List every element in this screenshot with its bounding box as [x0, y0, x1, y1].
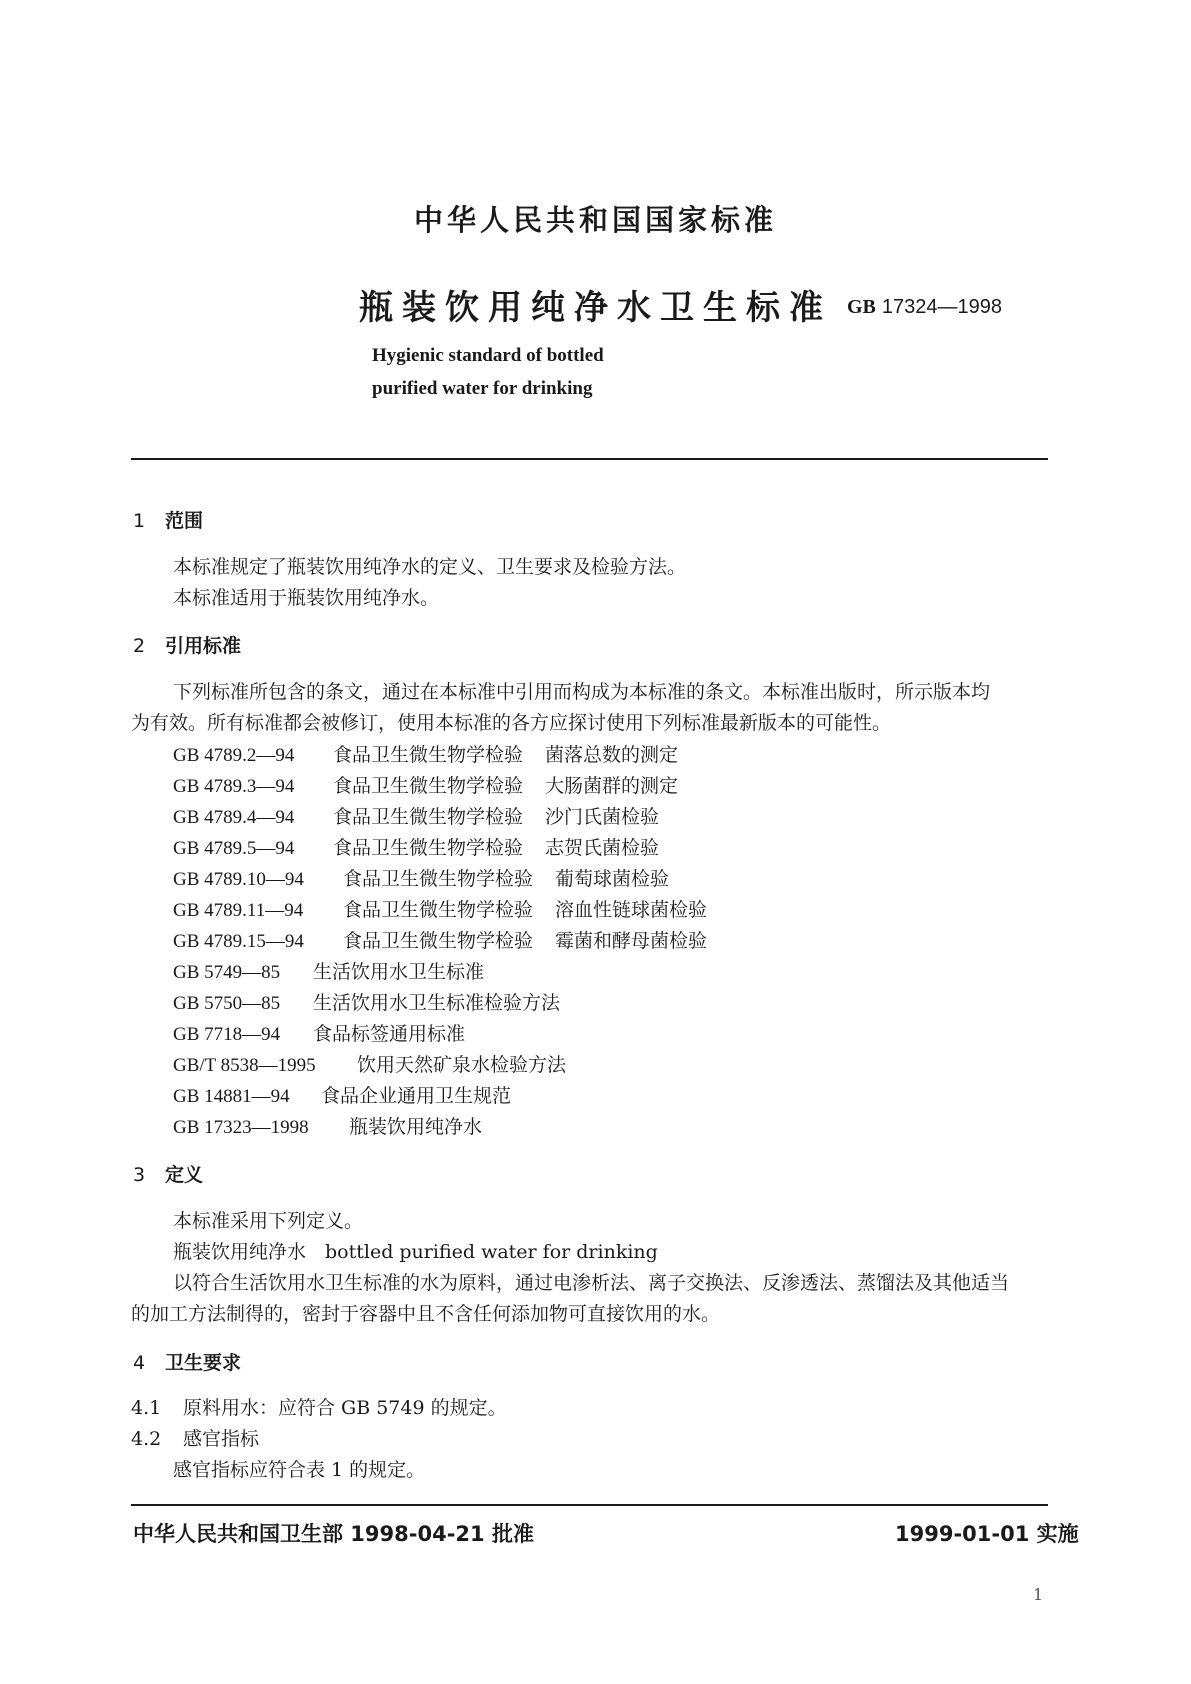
reference-item [173, 926, 707, 953]
reference-item [173, 895, 707, 922]
reference-subtitle: 溶血性链球菌检验 [555, 899, 708, 921]
document-title: 瓶装饮用纯净水卫生标准 [359, 288, 832, 328]
reference-item [173, 1019, 465, 1046]
clause-4-2-text: 感官指标 [183, 1428, 260, 1450]
reference-code: GB 4789.10—94 [173, 869, 304, 890]
reference-code: GB 4789.2—94 [173, 745, 295, 766]
standard-code-prefix: GB [847, 296, 876, 318]
section-3-number: 3 [133, 1164, 146, 1186]
reference-title: 食品卫生微生物学检验 [333, 744, 524, 766]
reference-subtitle: 大肠菌群的测定 [545, 775, 679, 797]
section-2-title: 引用标准 [165, 635, 242, 657]
english-title-line-1: Hygienic standard of bottled [372, 345, 604, 366]
reference-code: GB/T 8538—1995 [173, 1055, 316, 1076]
reference-code: GB 7718—94 [173, 1024, 281, 1045]
national-standard-heading: 中华人民共和国国家标准 [413, 203, 777, 237]
reference-subtitle: 志贺氏菌检验 [545, 837, 660, 859]
reference-subtitle: 菌落总数的测定 [545, 744, 679, 766]
english-title-line-2: purified water for drinking [372, 378, 593, 399]
standard-code-number: 17324—1998 [881, 296, 1003, 318]
clause-4-2 [131, 1424, 259, 1451]
reference-title: 食品卫生微生物学检验 [343, 868, 534, 890]
reference-title: 生活饮用水卫生标准 [313, 961, 485, 983]
reference-item [173, 957, 484, 984]
reference-code: GB 5750—85 [173, 993, 281, 1014]
reference-subtitle: 沙门氏菌检验 [545, 806, 660, 828]
definition-line-1: 以符合生活饮用水卫生标准的水为原料，通过电渗析法、离子交换法、反渗透法、蒸馏法及其他适当 [173, 1272, 1010, 1294]
reference-code: GB 4789.4—94 [173, 807, 295, 828]
reference-item [173, 1112, 482, 1139]
reference-title: 瓶装饮用纯净水 [349, 1116, 483, 1138]
section-3-title: 定义 [165, 1164, 204, 1186]
reference-title: 食品卫生微生物学检验 [343, 930, 534, 952]
section-4-title: 卫生要求 [165, 1352, 242, 1374]
reference-title: 食品卫生微生物学检验 [333, 837, 524, 859]
page-number: 1 [1033, 1585, 1044, 1604]
reference-code: GB 4789.11—94 [173, 900, 304, 921]
reference-title: 食品卫生微生物学检验 [333, 775, 524, 797]
header-divider [131, 458, 1048, 460]
reference-title: 食品卫生微生物学检验 [333, 806, 524, 828]
section-1-heading [133, 506, 203, 533]
reference-item [173, 988, 560, 1015]
clause-4-1 [131, 1393, 507, 1420]
reference-code: GB 17323—1998 [173, 1117, 309, 1138]
reference-code: GB 5749—85 [173, 962, 281, 983]
section-1-number: 1 [133, 510, 146, 532]
reference-title: 食品标签通用标准 [313, 1023, 466, 1045]
reference-item [173, 864, 669, 891]
reference-subtitle: 葡萄球菌检验 [555, 868, 670, 890]
section-1-para-1: 本标准规定了瓶装饮用纯净水的定义、卫生要求及检验方法。 [173, 556, 687, 578]
reference-title: 生活饮用水卫生标准检验方法 [313, 992, 561, 1014]
implementation-date: 1999-01-01 实施 [895, 1522, 1079, 1546]
reference-item [173, 833, 659, 860]
section-3-heading [133, 1160, 203, 1187]
definition-line-2: 的加工方法制得的，密封于容器中且不含任何添加物可直接饮用的水。 [131, 1303, 721, 1325]
reference-code: GB 14881—94 [173, 1086, 290, 1107]
reference-item [173, 1081, 511, 1108]
reference-title: 食品卫生微生物学检验 [343, 899, 534, 921]
approval-line: 中华人民共和国卫生部 1998-04-21 批准 [133, 1522, 534, 1546]
clause-4-1-number: 4.1 [131, 1397, 162, 1419]
reference-item [173, 802, 659, 829]
section-4-number: 4 [133, 1352, 146, 1374]
section-2-intro-line-1: 下列标准所包含的条文，通过在本标准中引用而构成为本标准的条文。本标准出版时，所示版本均 [173, 681, 991, 703]
reference-item [173, 740, 678, 767]
section-4-heading [133, 1348, 241, 1375]
clause-4-2-number: 4.2 [131, 1428, 162, 1450]
reference-code: GB 4789.5—94 [173, 838, 295, 859]
standard-code [847, 296, 1002, 319]
reference-title: 食品企业通用卫生规范 [321, 1085, 512, 1107]
section-2-intro-line-2: 为有效。所有标准都会被修订，使用本标准的各方应探讨使用下列标准最新版本的可能性。 [131, 712, 892, 734]
reference-code: GB 4789.3—94 [173, 776, 295, 797]
section-3-para-1: 本标准采用下列定义。 [173, 1210, 364, 1232]
reference-code: GB 4789.15—94 [173, 931, 304, 952]
reference-item [173, 1050, 566, 1077]
footer-divider [131, 1504, 1048, 1506]
section-1-title: 范围 [165, 510, 204, 532]
section-2-number: 2 [133, 635, 146, 657]
section-2-heading [133, 631, 241, 658]
section-1-para-2: 本标准适用于瓶装饮用纯净水。 [173, 587, 440, 609]
clause-4-2-para: 感官指标应符合表 1 的规定。 [173, 1459, 426, 1481]
reference-subtitle: 霉菌和酵母菌检验 [555, 930, 708, 952]
definition-term: 瓶装饮用纯净水 bottled purified water for drinking [173, 1241, 658, 1263]
clause-4-1-text: 原料用水：应符合 GB 5749 的规定。 [183, 1397, 507, 1419]
reference-item [173, 771, 678, 798]
reference-title: 饮用天然矿泉水检验方法 [357, 1054, 567, 1076]
